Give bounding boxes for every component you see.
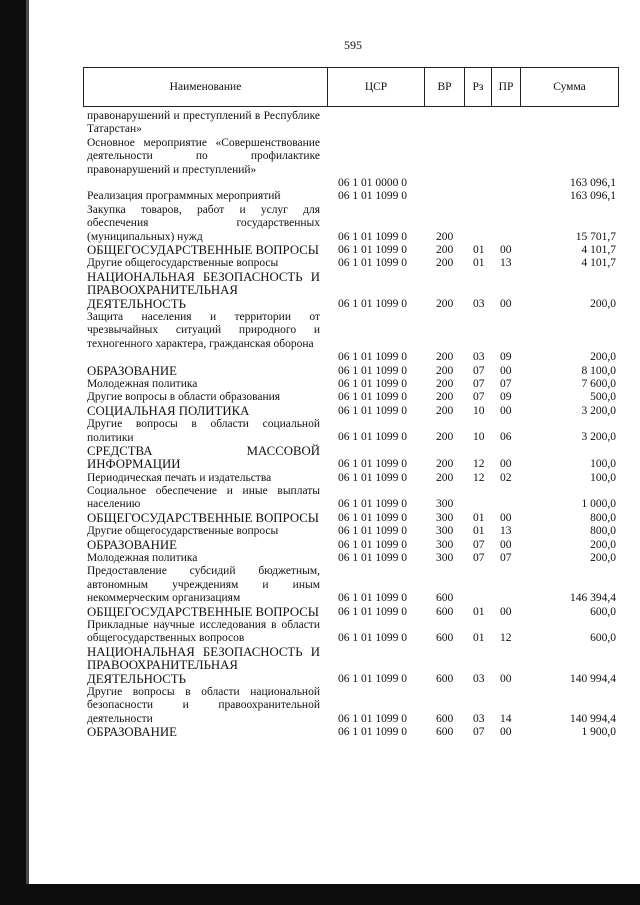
row-vr: 600: [436, 632, 454, 645]
row-rz: 01: [473, 605, 485, 618]
row-csr: 06 1 01 1099 0: [338, 404, 407, 417]
row-rz: 01: [473, 632, 485, 645]
row-name: Молодежная политика: [87, 377, 198, 390]
row-name: ОБРАЗОВАНИЕ: [87, 363, 177, 378]
scan-left-border: [0, 0, 26, 905]
row-sum: 4 101,7: [581, 257, 616, 270]
row-pr: 00: [500, 243, 512, 256]
row-csr: 06 1 01 1099 0: [338, 243, 407, 256]
row-csr: 06 1 01 1099 0: [338, 431, 407, 444]
row-vr: 300: [436, 511, 454, 524]
row-sum: 600,0: [590, 605, 616, 618]
row-sum: 1 000,0: [581, 498, 616, 511]
table-row: [87, 646, 619, 686]
row-name: Основное мероприятие «Совершенствование деятельности по профилактике правонарушений и преступлений»: [87, 136, 320, 176]
row-sum: 800,0: [590, 511, 616, 524]
row-name: Другие вопросы в области социальной политики: [87, 418, 320, 444]
row-sum: 163 096,1: [570, 190, 616, 203]
row-vr: 300: [436, 538, 454, 551]
row-csr: 06 1 01 1099 0: [338, 632, 407, 645]
row-csr: 06 1 01 1099 0: [338, 498, 407, 511]
table-row: [87, 445, 619, 472]
row-vr: 200: [436, 243, 454, 256]
row-pr: 13: [500, 257, 512, 270]
row-name: Периодическая печать и издательства: [87, 471, 272, 484]
column-header-sum: Сумма: [553, 81, 586, 93]
row-pr: 00: [500, 672, 512, 685]
row-name: Другие общегосударственные вопросы: [87, 257, 279, 270]
row-vr: 600: [436, 712, 454, 725]
row-sum: 3 200,0: [581, 404, 616, 417]
row-csr: 06 1 01 0000 0: [338, 176, 407, 189]
row-name: Другие вопросы в области образования: [87, 391, 281, 404]
row-pr: 00: [500, 297, 512, 310]
table-row: [87, 257, 619, 270]
row-rz: 07: [473, 538, 485, 551]
table-row: [87, 311, 619, 365]
row-vr: 200: [436, 431, 454, 444]
row-rz: 10: [473, 404, 485, 417]
row-name: Социальное обеспечение и иные выплаты населению: [87, 485, 320, 511]
table-row: [87, 686, 619, 726]
row-sum: 7 600,0: [581, 377, 616, 390]
row-name: НАЦИОНАЛЬНАЯ БЕЗОПАСНОСТЬ И ПРАВООХРАНИТЕЛЬНАЯ ДЕЯТЕЛЬНОСТЬ: [87, 269, 320, 311]
row-rz: 12: [473, 458, 485, 471]
table-row: [87, 405, 619, 418]
row-csr: 06 1 01 1099 0: [338, 525, 407, 538]
row-rz: 03: [473, 672, 485, 685]
table-row: [87, 512, 619, 525]
row-pr: 02: [500, 471, 512, 484]
row-vr: 300: [436, 552, 454, 565]
row-rz: 01: [473, 525, 485, 538]
table-row: [87, 606, 619, 619]
row-name: ОБЩЕГОСУДАРСТВЕННЫЕ ВОПРОСЫ: [87, 242, 319, 257]
row-csr: 06 1 01 1099 0: [338, 471, 407, 484]
table-row: [87, 391, 619, 404]
row-vr: 600: [436, 605, 454, 618]
row-sum: 146 394,4: [570, 592, 616, 605]
row-vr: 200: [436, 471, 454, 484]
table-row: [87, 137, 619, 191]
table-row: [87, 552, 619, 565]
table-row: [87, 244, 619, 257]
row-pr: 00: [500, 364, 512, 377]
row-csr: 06 1 01 1099 0: [338, 552, 407, 565]
row-csr: 06 1 01 1099 0: [338, 592, 407, 605]
table-row: [87, 539, 619, 552]
row-rz: 01: [473, 243, 485, 256]
row-sum: 200,0: [590, 538, 616, 551]
row-rz: 01: [473, 511, 485, 524]
row-pr: 00: [500, 404, 512, 417]
row-csr: 06 1 01 1099 0: [338, 364, 407, 377]
row-name: СРЕДСТВА МАССОВОЙ ИНФОРМАЦИИ: [87, 443, 320, 472]
row-name: Другие общегосударственные вопросы: [87, 525, 279, 538]
table-row: [87, 204, 619, 244]
row-vr: 200: [436, 391, 454, 404]
row-csr: 06 1 01 1099 0: [338, 538, 407, 551]
row-rz: 03: [473, 712, 485, 725]
row-sum: 8 100,0: [581, 364, 616, 377]
row-vr: 200: [436, 297, 454, 310]
column-header-name: Наименование: [84, 68, 328, 106]
table-row: [87, 525, 619, 538]
row-name: правонарушений и преступлений в Республике Татарстан»: [87, 110, 320, 136]
row-vr: 200: [436, 364, 454, 377]
row-vr: 300: [436, 498, 454, 511]
table-row: [87, 110, 619, 137]
row-name: Прикладные научные исследования в области общегосударственных вопросов: [87, 619, 320, 645]
row-vr: 600: [436, 592, 454, 605]
row-sum: 140 994,4: [570, 672, 616, 685]
row-sum: 100,0: [590, 458, 616, 471]
table-row: [87, 485, 619, 512]
row-sum: 200,0: [590, 297, 616, 310]
row-sum: 3 200,0: [581, 431, 616, 444]
table-row: [87, 418, 619, 445]
row-sum: 1 900,0: [581, 726, 616, 739]
row-name: Другие вопросы в области национальной безопасности и правоохранительной деятельности: [87, 686, 320, 725]
row-sum: 200,0: [590, 351, 616, 364]
row-pr: 00: [500, 511, 512, 524]
row-pr: 12: [500, 632, 512, 645]
row-vr: 200: [436, 377, 454, 390]
row-rz: 12: [473, 471, 485, 484]
table-row: [87, 472, 619, 485]
row-vr: 300: [436, 525, 454, 538]
row-csr: 06 1 01 1099 0: [338, 297, 407, 310]
row-csr: 06 1 01 1099 0: [338, 712, 407, 725]
row-pr: 00: [500, 458, 512, 471]
scan-bottom-border: [0, 884, 640, 905]
row-rz: 07: [473, 364, 485, 377]
column-header-pr: ПР: [492, 68, 521, 106]
row-sum: 140 994,4: [570, 712, 616, 725]
table-row: [87, 565, 619, 605]
row-rz: 07: [473, 377, 485, 390]
table-row: [87, 190, 619, 203]
row-name: ОБРАЗОВАНИЕ: [87, 725, 177, 740]
row-csr: 06 1 01 1099 0: [338, 726, 407, 739]
row-sum: 800,0: [590, 525, 616, 538]
row-vr: 200: [436, 458, 454, 471]
row-name: Молодежная политика: [87, 552, 198, 565]
row-rz: 07: [473, 391, 485, 404]
row-rz: 01: [473, 257, 485, 270]
row-sum: 100,0: [590, 471, 616, 484]
row-vr: 200: [436, 230, 454, 243]
table-header: [83, 67, 619, 107]
row-csr: 06 1 01 1099 0: [338, 190, 407, 203]
scan-left-border-edge: [26, 0, 29, 905]
row-sum: 15 701,7: [575, 230, 616, 243]
table-row: [87, 378, 619, 391]
column-header-csr: ЦСР: [328, 68, 425, 106]
row-csr: 06 1 01 1099 0: [338, 672, 407, 685]
column-header-vr: ВР: [425, 68, 465, 106]
column-header-rz: Рз: [465, 68, 492, 106]
row-csr: 06 1 01 1099 0: [338, 391, 407, 404]
row-csr: 06 1 01 1099 0: [338, 377, 407, 390]
row-rz: 10: [473, 431, 485, 444]
row-rz: 07: [473, 726, 485, 739]
page-number: 595: [344, 38, 362, 52]
budget-table-body: [87, 110, 619, 740]
row-csr: 06 1 01 1099 0: [338, 458, 407, 471]
row-csr: 06 1 01 1099 0: [338, 257, 407, 270]
table-row: [87, 619, 619, 646]
table-row: [87, 365, 619, 378]
row-sum: 500,0: [590, 391, 616, 404]
row-pr: 00: [500, 726, 512, 739]
row-name: СОЦИАЛЬНАЯ ПОЛИТИКА: [87, 403, 250, 418]
row-vr: 200: [436, 404, 454, 417]
row-name: НАЦИОНАЛЬНАЯ БЕЗОПАСНОСТЬ И ПРАВООХРАНИТЕЛЬНАЯ ДЕЯТЕЛЬНОСТЬ: [87, 644, 320, 686]
row-pr: 00: [500, 538, 512, 551]
row-name: ОБРАЗОВАНИЕ: [87, 537, 177, 552]
row-pr: 13: [500, 525, 512, 538]
row-vr: 600: [436, 726, 454, 739]
row-rz: 03: [473, 351, 485, 364]
row-sum: 200,0: [590, 552, 616, 565]
row-sum: 600,0: [590, 632, 616, 645]
row-name: Защита населения и территории от чрезвычайных ситуаций природного и техногенного характера, гражданская оборона: [87, 310, 320, 350]
table-row: [87, 271, 619, 311]
row-sum: 163 096,1: [570, 176, 616, 189]
row-name: ОБЩЕГОСУДАРСТВЕННЫЕ ВОПРОСЫ: [87, 510, 319, 525]
row-vr: 200: [436, 351, 454, 364]
row-csr: 06 1 01 1099 0: [338, 230, 407, 243]
row-pr: 09: [500, 351, 512, 364]
table-row: [87, 726, 619, 739]
row-vr: 600: [436, 672, 454, 685]
row-rz: 07: [473, 552, 485, 565]
row-name: ОБЩЕГОСУДАРСТВЕННЫЕ ВОПРОСЫ: [87, 604, 319, 619]
row-vr: 200: [436, 257, 454, 270]
row-rz: 03: [473, 297, 485, 310]
row-csr: 06 1 01 1099 0: [338, 511, 407, 524]
row-name: Предоставление субсидий бюджетным, автономным учреждениям и иным некоммерческим организациям: [87, 565, 320, 605]
row-pr: 07: [500, 377, 512, 390]
row-pr: 14: [500, 712, 512, 725]
row-pr: 00: [500, 605, 512, 618]
row-name: Закупка товаров, работ и услуг для обеспечения государственных (муниципальных) нужд: [87, 203, 320, 243]
row-pr: 09: [500, 391, 512, 404]
row-pr: 06: [500, 431, 512, 444]
row-pr: 07: [500, 552, 512, 565]
row-sum: 4 101,7: [581, 243, 616, 256]
row-name: Реализация программных мероприятий: [87, 190, 281, 203]
row-csr: 06 1 01 1099 0: [338, 605, 407, 618]
row-csr: 06 1 01 1099 0: [338, 351, 407, 364]
